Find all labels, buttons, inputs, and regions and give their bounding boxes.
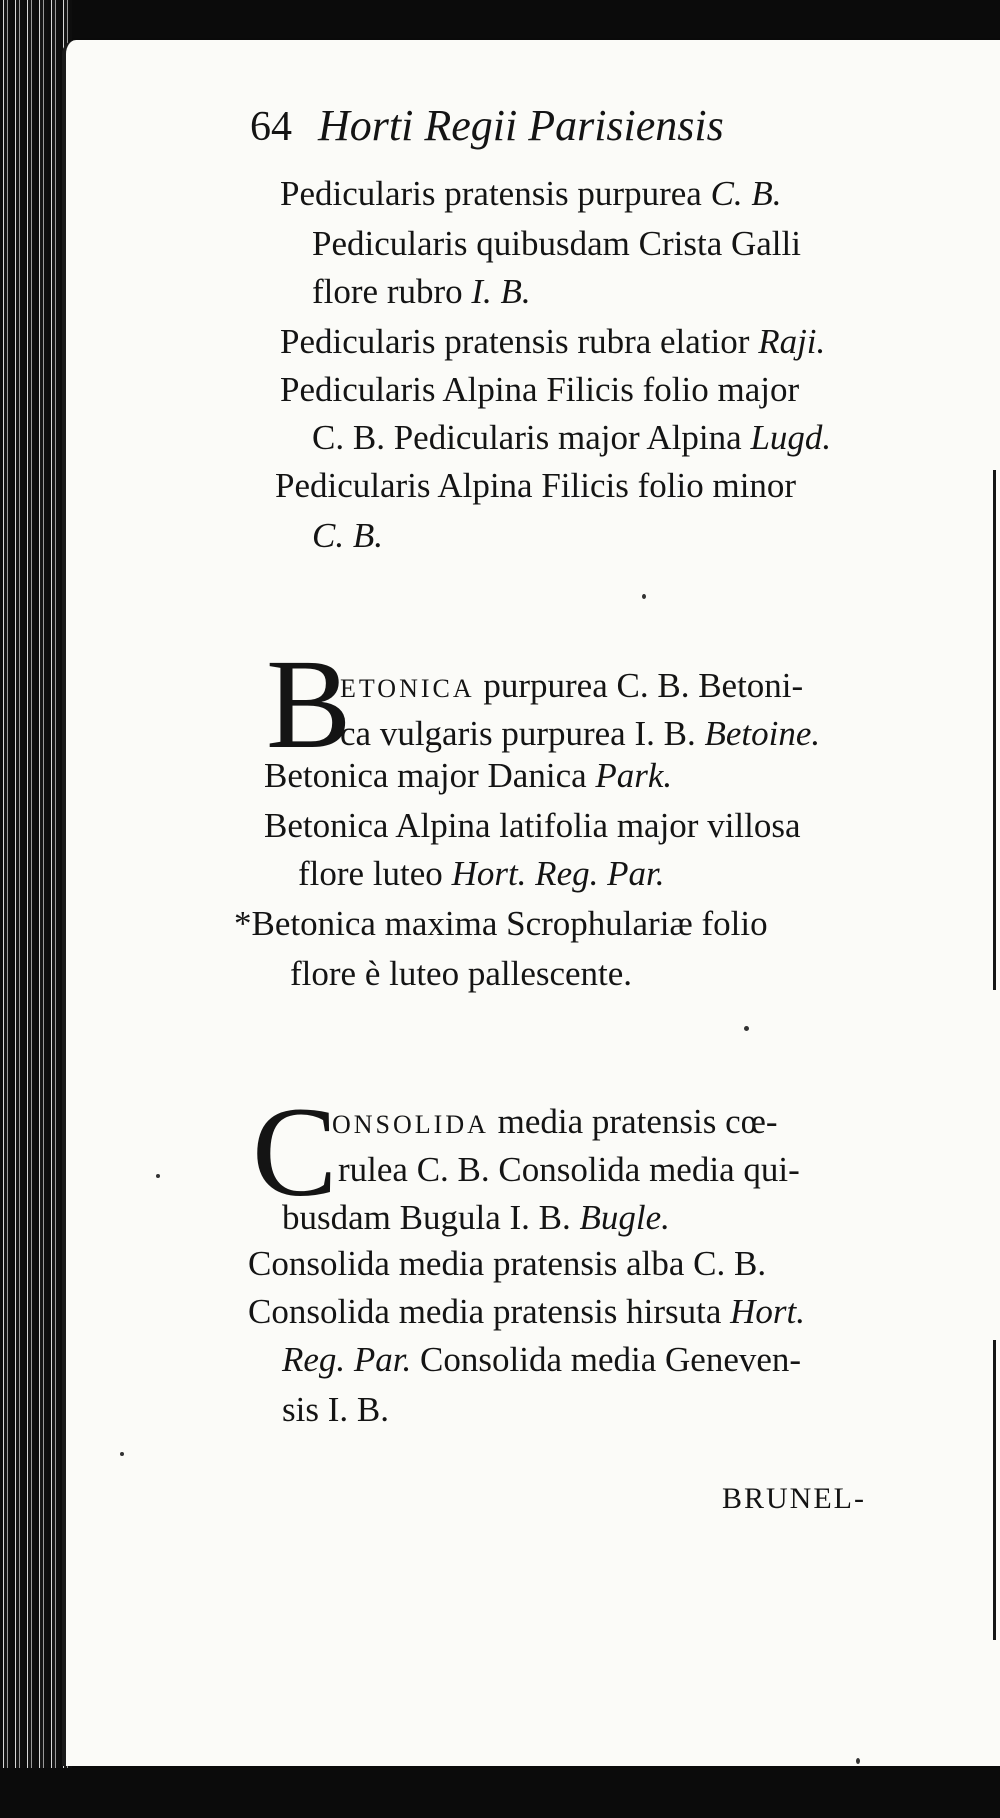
- entry-line: Pedicularis pratensis rubra elatior Raji.: [280, 322, 826, 361]
- entry-line: sis I. B.: [282, 1390, 389, 1429]
- entry-line: C. B.: [312, 516, 383, 555]
- entry-line: ONSOLIDA media pratensis cœ-: [332, 1102, 778, 1141]
- entry-line: busdam Bugula I. B. Bugle.: [282, 1198, 670, 1237]
- scan-bottom-border: [0, 1768, 1000, 1818]
- entry-line: Consolida media pratensis hirsuta Hort.: [248, 1292, 806, 1331]
- entry-line: flore luteo Hort. Reg. Par.: [298, 854, 665, 893]
- entry-line: Pedicularis Alpina Filicis folio major: [280, 370, 800, 409]
- entry-line: flore rubro I. B.: [312, 272, 531, 311]
- drop-capital: B: [266, 633, 352, 775]
- ink-speck: [856, 1758, 860, 1764]
- ink-speck: [744, 1026, 749, 1031]
- entry-line: ETONICA purpurea C. B. Betoni-: [340, 666, 804, 705]
- entry-line: ca vulgaris purpurea I. B. Betoine.: [340, 714, 821, 753]
- page-number: 64: [250, 104, 292, 150]
- entry-line: Betonica Alpina latifolia major villosa: [264, 806, 801, 845]
- entry-line: Pedicularis quibusdam Crista Galli: [312, 224, 801, 263]
- running-title: Horti Regii Parisiensis: [318, 101, 724, 150]
- entry-line: Pedicularis Alpina Filicis folio minor: [275, 466, 797, 505]
- entry-line: *Betonica maxima Scrophulariæ folio: [234, 904, 768, 943]
- entry-line: flore è luteo pallescente.: [290, 954, 633, 993]
- ink-speck: [120, 1452, 124, 1456]
- entry-line: Pedicularis pratensis purpurea C. B.: [280, 174, 782, 213]
- ink-speck: [156, 1174, 160, 1178]
- entry-line: Consolida media pratensis alba C. B.: [248, 1244, 767, 1283]
- page-header: [250, 101, 724, 150]
- entry-line: Betonica major Danica Park.: [264, 756, 673, 795]
- scan-top-border: [0, 0, 1000, 38]
- page-edge-rule: [993, 470, 996, 990]
- ink-speck: [642, 594, 646, 599]
- catchword: BRUNEL-: [722, 1482, 866, 1515]
- entry-line: Reg. Par. Consolida media Geneven-: [282, 1340, 802, 1379]
- drop-capital: C: [252, 1081, 338, 1223]
- entry-line: C. B. Pedicularis major Alpina Lugd.: [312, 418, 832, 457]
- entry-line: rulea C. B. Consolida media qui-: [338, 1150, 800, 1189]
- page-edge-rule: [993, 1340, 996, 1640]
